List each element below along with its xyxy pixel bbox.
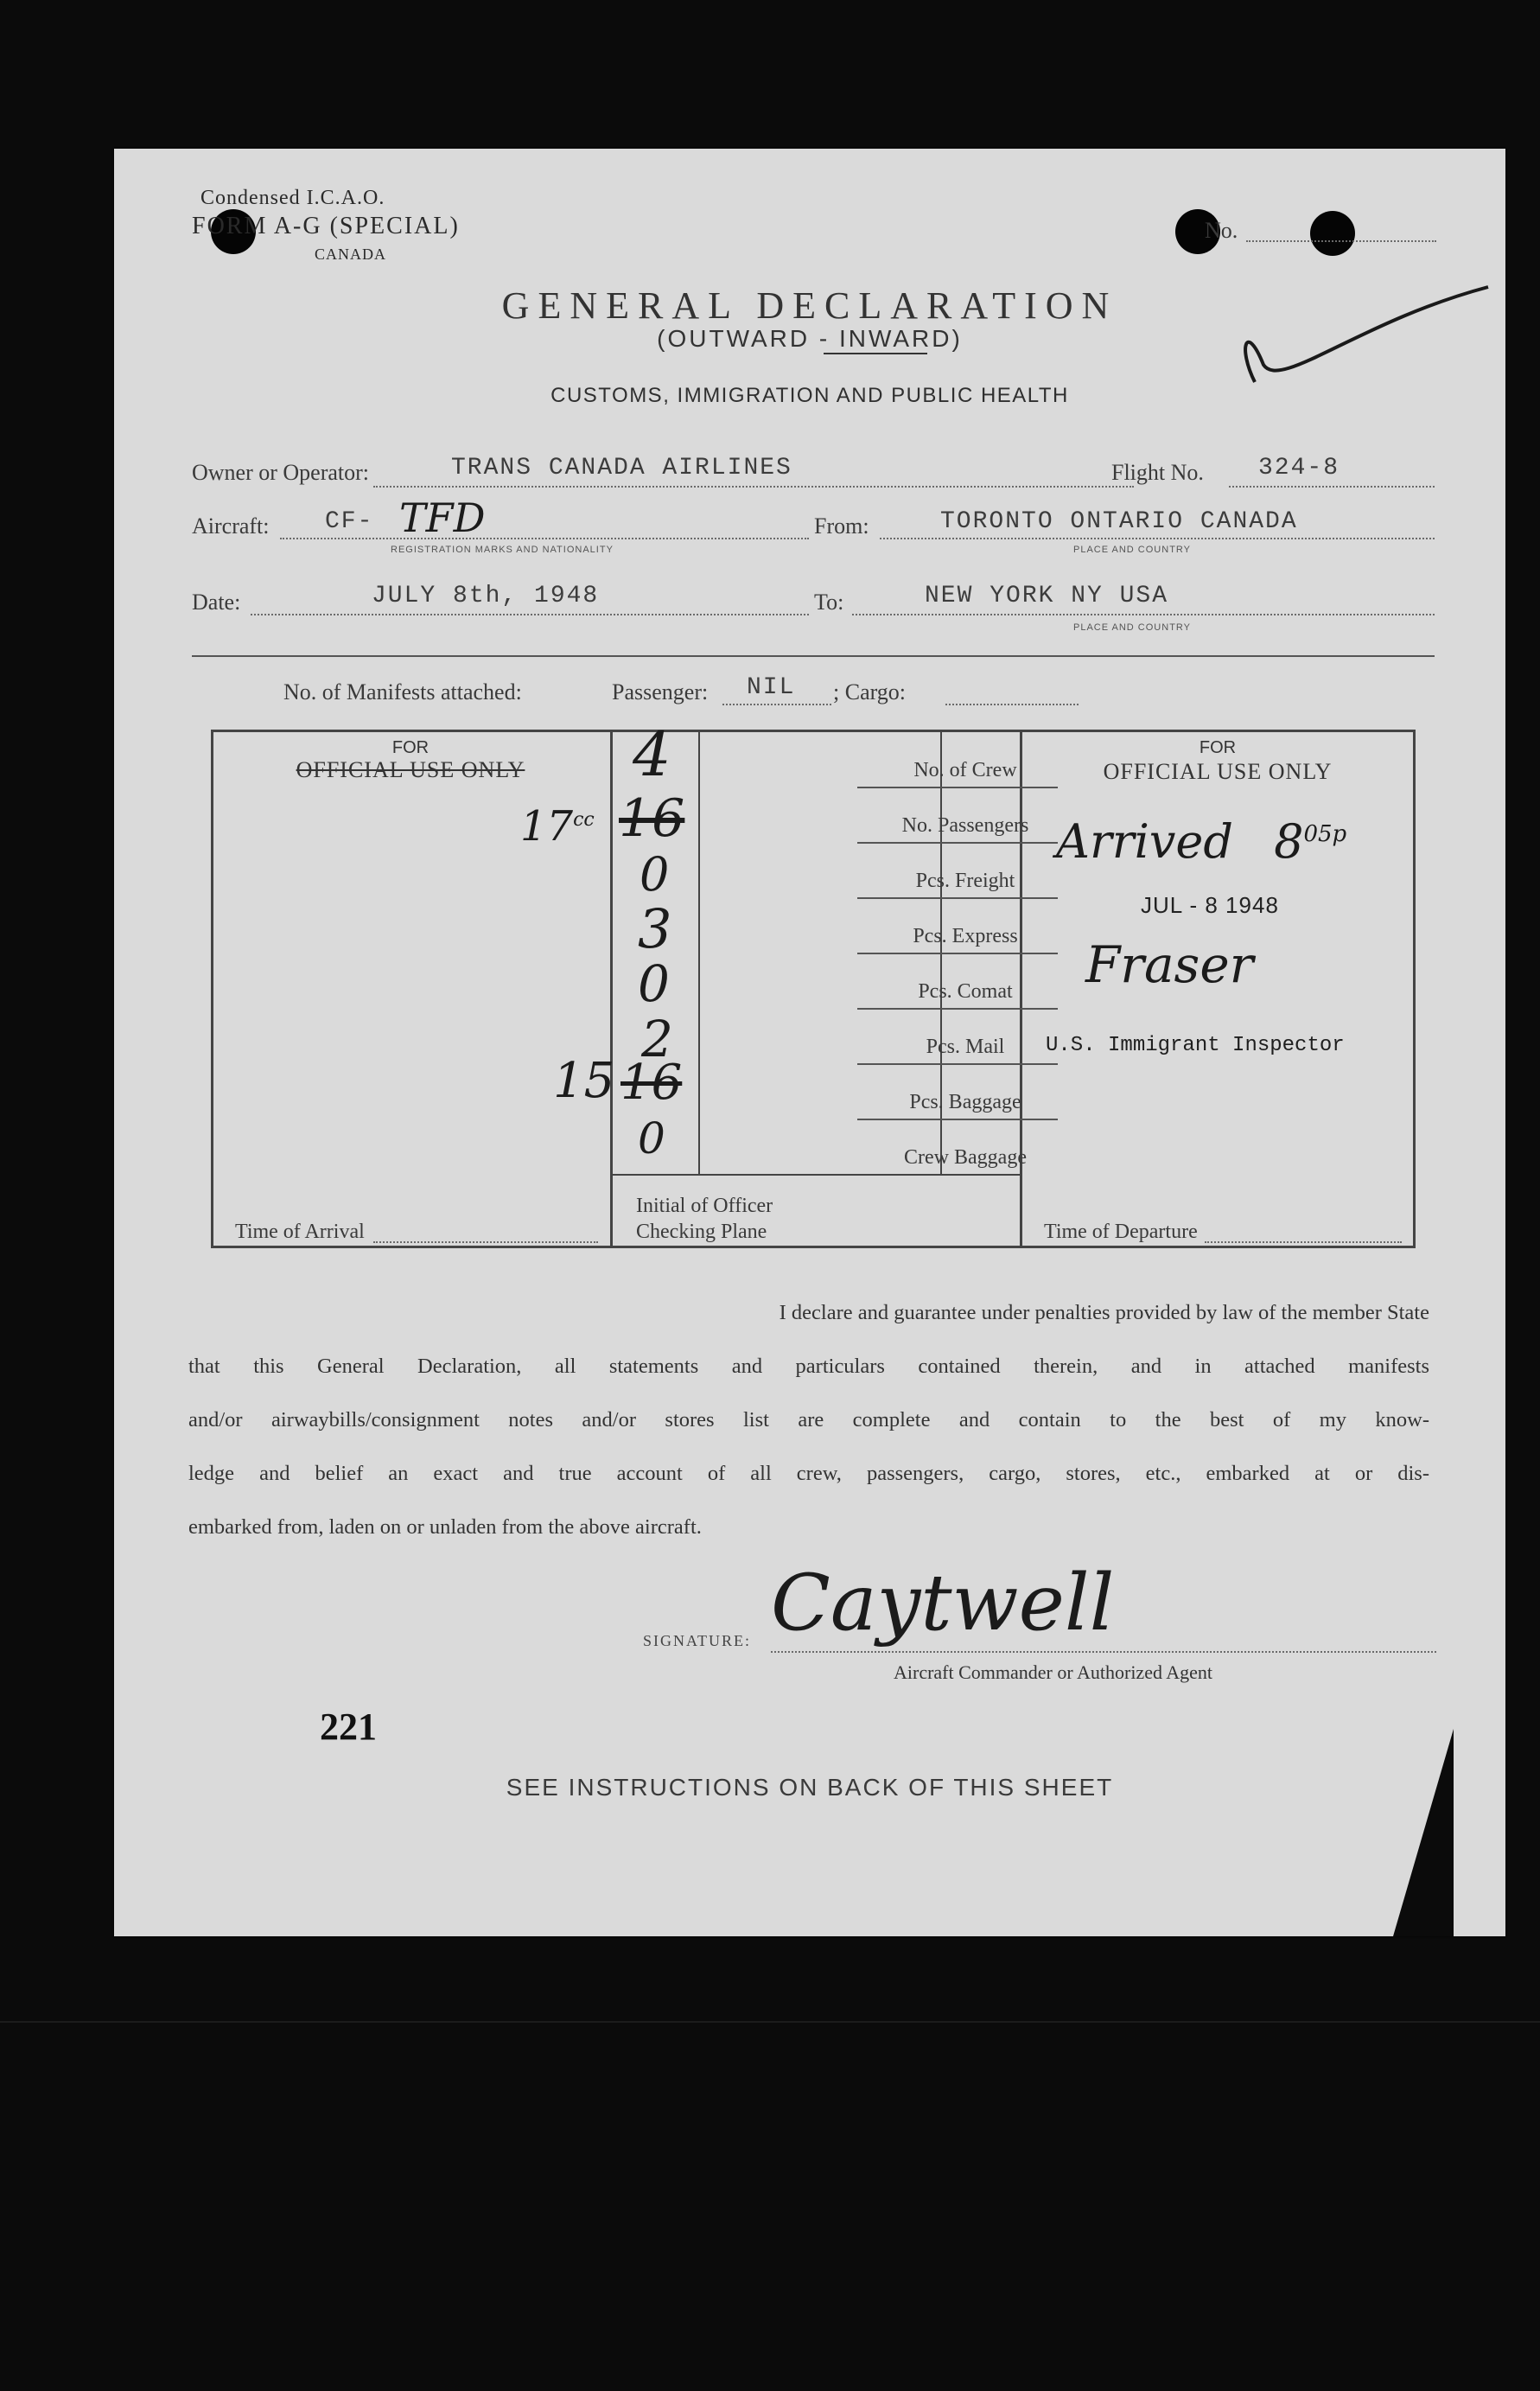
arrived-time: 8	[1274, 814, 1304, 869]
to-label: To:	[814, 590, 844, 615]
document-subtitle	[114, 325, 1505, 353]
date-stamp: JUL - 8 1948	[1141, 892, 1279, 918]
express-label: Pcs. Express	[913, 925, 1018, 947]
passenger-label: Passenger:	[612, 679, 709, 705]
baggage-correction: 15	[553, 1053, 615, 1109]
initial-officer-label: Initial of Officer	[636, 1195, 773, 1217]
cargo-line	[945, 704, 1079, 705]
cargo-label: ; Cargo:	[833, 679, 907, 705]
declaration-sheet	[114, 149, 1505, 1936]
signature-line	[771, 1651, 1436, 1653]
inspector-signature: Fraser	[1085, 935, 1254, 994]
passenger-count: 16	[619, 788, 685, 849]
date-line	[251, 614, 809, 615]
mail-label: Pcs. Mail	[926, 1036, 1005, 1058]
flight-label: Flight No.	[1111, 460, 1204, 485]
row-rule	[857, 1119, 1058, 1120]
aircraft-registration: TFD	[399, 494, 486, 541]
passengers-label: No. Passengers	[901, 814, 1029, 837]
inspector-title: U.S. Immigrant Inspector	[1046, 1034, 1345, 1057]
arrived-text: Arrived	[1056, 814, 1233, 869]
row-rule	[857, 787, 1058, 788]
document-title: GENERAL DECLARATION	[501, 284, 1118, 327]
declaration-line-4: ledge and belief an exact and true account of all crew, passengers, cargo, stores, etc., embarked at or dis-	[188, 1462, 1429, 1485]
from-value: TORONTO ONTARIO CANADA	[940, 508, 1298, 535]
mail-count: 2	[641, 1010, 673, 1068]
checking-plane-label: Checking Plane	[636, 1221, 767, 1243]
flight-value: 324-8	[1258, 455, 1340, 481]
inward-underline	[824, 353, 927, 354]
date-value: JULY 8th, 1948	[372, 583, 600, 609]
form-number-label: No.	[1205, 218, 1238, 243]
registration-caption: REGISTRATION MARKS AND NATIONALITY	[391, 545, 614, 555]
to-value: NEW YORK NY USA	[925, 583, 1169, 609]
row-rule	[857, 953, 1058, 954]
arrival-line	[373, 1241, 598, 1243]
row-rule	[857, 897, 1058, 899]
time-of-departure-label: Time of Departure	[1044, 1221, 1198, 1243]
subtitle-text: (OUTWARD - INWARD)	[657, 325, 963, 352]
sheet-number: 221	[320, 1706, 377, 1748]
crew-baggage-count: 0	[638, 1113, 665, 1164]
row-rule	[857, 842, 1058, 844]
passenger-value: NIL	[747, 674, 796, 701]
crew-label: No. of Crew	[913, 759, 1017, 781]
arrival-note	[1056, 814, 1346, 869]
aircraft-prefix: CF-	[325, 508, 374, 535]
right-for-label: FOR	[1199, 738, 1237, 757]
left-official-use: OFFICIAL USE ONLY	[296, 757, 525, 782]
passenger-line	[722, 704, 831, 705]
category-heading: CUSTOMS, IMMIGRATION AND PUBLIC HEALTH	[550, 384, 1069, 407]
signature-label: SIGNATURE:	[643, 1632, 752, 1649]
declaration-line-5: embarked from, laden on or unladen from the above aircraft.	[188, 1515, 702, 1539]
punch-hole-right-b	[1310, 211, 1355, 256]
table-bottom-rule	[610, 1174, 1021, 1176]
table-divider-numbers	[698, 730, 700, 1174]
owner-line	[373, 486, 1134, 488]
declaration-line-1: I declare and guarantee under penalties provided by law of the member State	[779, 1301, 1429, 1324]
owner-value: TRANS CANADA AIRLINES	[451, 455, 792, 481]
date-label: Date:	[192, 590, 241, 615]
aircraft-line	[280, 538, 809, 539]
header-divider	[192, 655, 1435, 657]
from-label: From:	[814, 513, 869, 539]
commander-signature: Caytwell	[771, 1558, 1115, 1648]
manifests-label: No. of Manifests attached:	[283, 679, 522, 705]
icao-condensed: Condensed I.C.A.O.	[200, 187, 385, 209]
passenger-correction-sup: cc	[573, 809, 595, 831]
crew-count: 4	[633, 719, 671, 790]
row-rule	[857, 1008, 1058, 1010]
passenger-correction	[520, 802, 595, 851]
instructions-note: SEE INSTRUCTIONS ON BACK OF THIS SHEET	[506, 1774, 1114, 1801]
left-for-label: FOR	[391, 738, 430, 757]
crew-baggage-label: Crew Baggage	[904, 1146, 1027, 1169]
form-number-line	[1246, 240, 1436, 242]
row-rule	[857, 1063, 1058, 1065]
arrived-time-sup: 05p	[1303, 821, 1347, 847]
from-line	[880, 538, 1435, 539]
to-line	[852, 614, 1435, 615]
signature-caption: Aircraft Commander or Authorized Agent	[894, 1661, 1213, 1683]
baggage-label: Pcs. Baggage	[909, 1091, 1021, 1113]
time-of-arrival-label: Time of Arrival	[235, 1221, 365, 1243]
freight-label: Pcs. Freight	[915, 870, 1015, 892]
comat-count: 0	[638, 954, 670, 1013]
table-divider-left	[610, 730, 613, 1248]
flight-line	[1229, 486, 1435, 488]
to-caption: PLACE AND COUNTRY	[1073, 622, 1191, 633]
baggage-count: 16	[620, 1055, 683, 1111]
declaration-text	[188, 1286, 1429, 1554]
passenger-correction-value: 17	[520, 802, 574, 851]
folded-corner	[1393, 1729, 1454, 1936]
form-country: CANADA	[315, 245, 387, 263]
right-official-use: OFFICIAL USE ONLY	[1103, 759, 1333, 784]
comat-label: Pcs. Comat	[918, 980, 1013, 1003]
scan-artifact-line	[0, 2021, 1540, 2023]
declaration-line-3: and/or airwaybills/consignment notes and/or stores list are complete and contain to the best of my know-	[188, 1408, 1429, 1431]
express-count: 3	[638, 897, 672, 960]
freight-count: 0	[640, 847, 670, 902]
aircraft-label: Aircraft:	[192, 513, 270, 539]
form-code: FORM A-G (SPECIAL)	[192, 213, 460, 239]
from-caption: PLACE AND COUNTRY	[1073, 545, 1191, 555]
departure-line	[1205, 1241, 1402, 1243]
declaration-line-2: that this General Declaration, all statements and particulars contained therein, and in attached manifests	[188, 1355, 1429, 1378]
owner-label: Owner or Operator:	[192, 460, 370, 485]
